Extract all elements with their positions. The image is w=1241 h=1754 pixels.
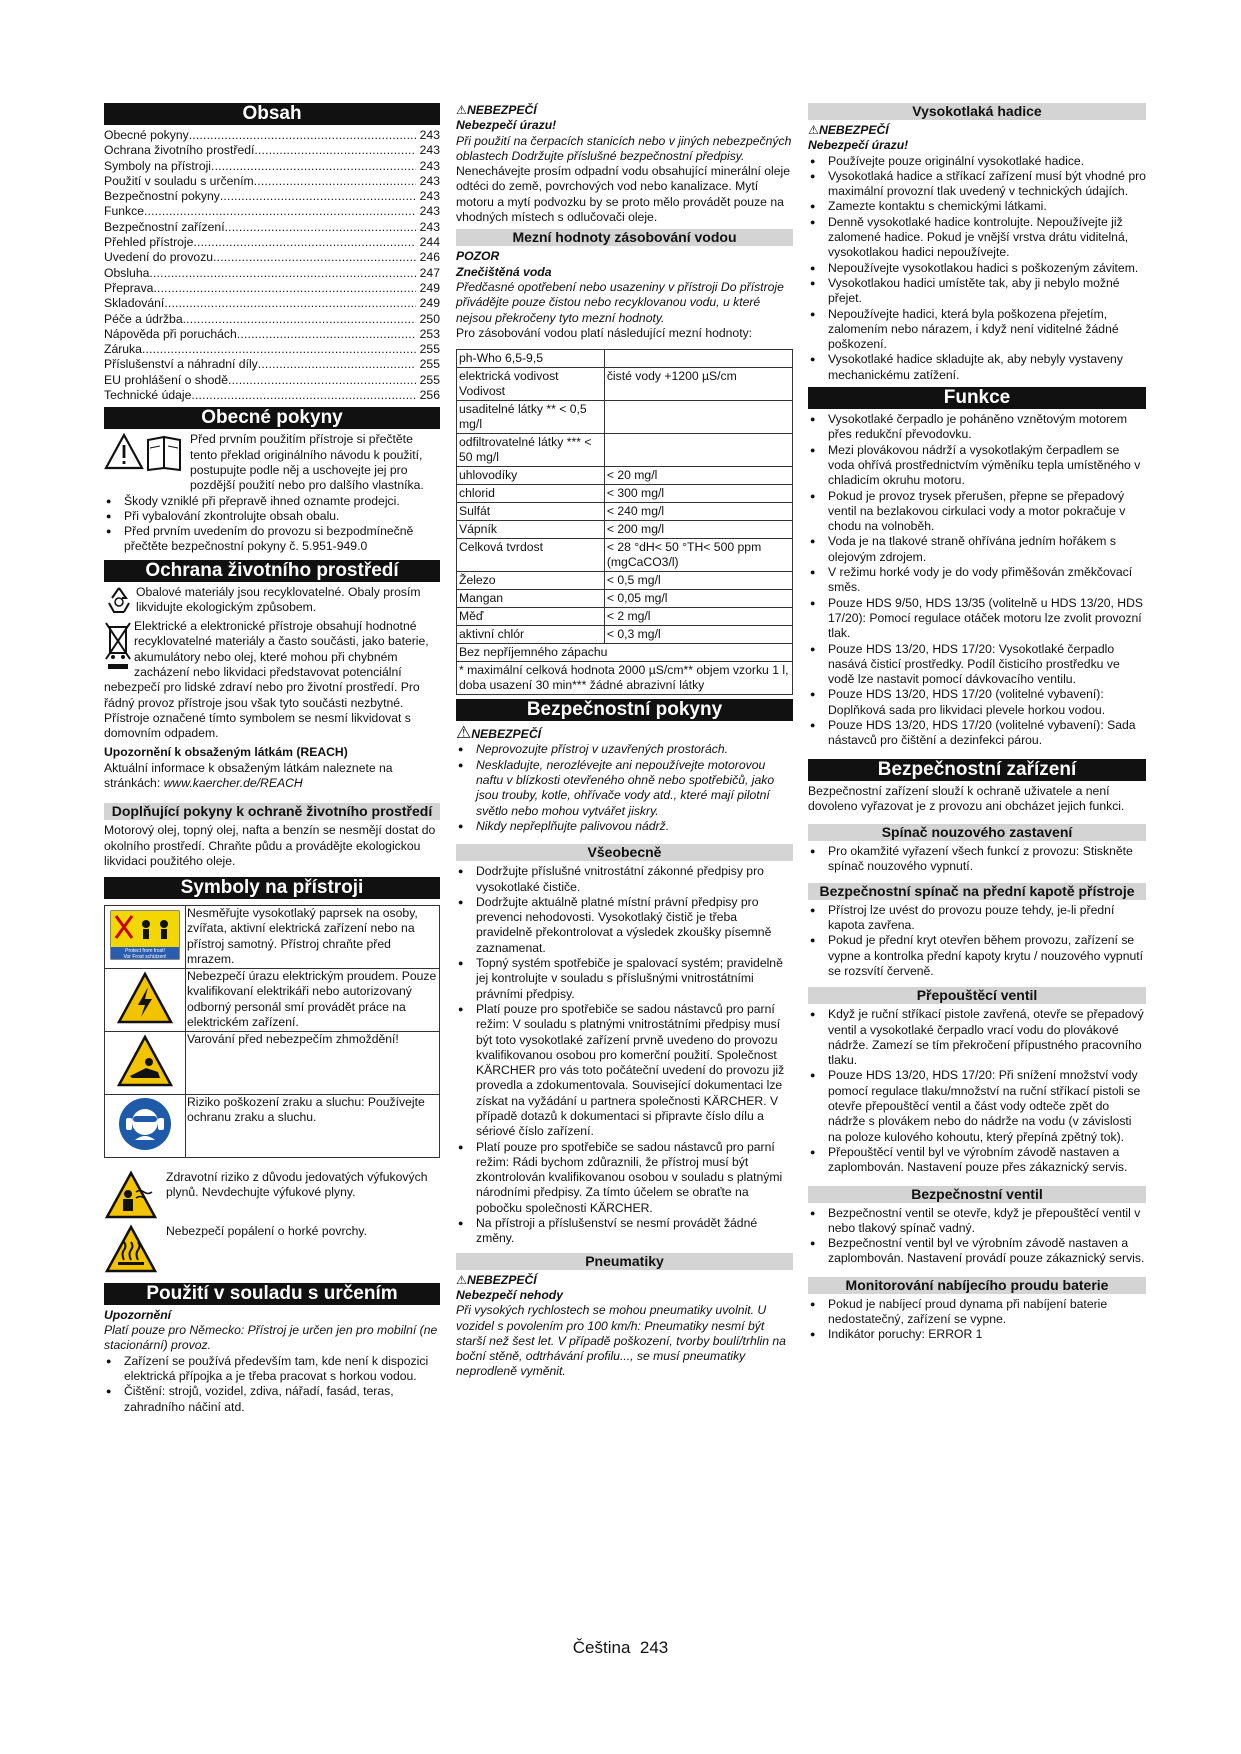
limit-parameter: chlorid	[457, 485, 605, 503]
toc-leader-dots	[149, 266, 415, 281]
reach-heading: Upozornění k obsaženým látkám (REACH)	[104, 745, 348, 760]
toc-entry[interactable]	[104, 296, 440, 311]
danger-label	[456, 103, 793, 118]
toc-entry-page: 243	[419, 128, 440, 142]
reach-paragraph	[104, 761, 440, 792]
toc-entry-title: Skladování	[104, 296, 165, 311]
list-item: ● Nepoužívejte vysokotlakou hadici s poškozeným závitem.	[808, 261, 1146, 276]
toc-entry-title: Obecné pokyny	[104, 128, 189, 142]
table-row	[457, 467, 793, 485]
limit-value	[604, 434, 792, 467]
recycle-block	[104, 585, 440, 619]
reach-text: Aktuální informace k obsaženým látkám naleznete na stránkách:	[104, 760, 393, 790]
page-footer	[0, 1640, 1241, 1655]
environment-sub-text: Motorový olej, topný olej, nafta a benzín se nesmějí dostat do okolního prostředí. Chraňte půdu a provádějte ekologickou likvidaci použitého oleje.	[104, 823, 436, 868]
list-item: ● Když je ruční stříkací pistole zavřená, otevře se přepadový ventil a vysokotlaké čerpadlo vrací vodu do plovákové nádrže. Zamezí se tím překročení přípustného pracovního tlaku.	[808, 1007, 1146, 1068]
limit-value: čisté vody +1200 µS/cm	[604, 368, 792, 401]
list-item: ● Dodržujte aktuálně platné místní právní předpisy pro prevenci nehodovosti. Vysokotlaký čistič je třeba pravidelně překontrolovat a výsledek zkoušky písemně zaznamenat.	[456, 895, 793, 956]
list-item: ● Vysokotlaké čerpadlo je poháněno vznětovým motorem přes redukční převodovku.	[808, 412, 1146, 443]
toc-entry-title: Příslušenství a náhradní díly	[104, 357, 258, 372]
list-item: ● Vysokotlaká hadice a stříkací zařízení musí být vhodné pro maximální provozní tlak uvedený v technických údajích.	[808, 169, 1146, 200]
limit-parameter: usaditelné látky ** < 0,5 mg/l	[457, 401, 605, 434]
list-item: ● Voda je na tlakové straně ohřívána jedním hořákem s olejovým zdrojem.	[808, 534, 1146, 565]
list-item: ● Bezpečnostní ventil se otevře, když je přepouštěcí ventil v nebo tlakový spínač vadný.	[808, 1206, 1146, 1237]
toc-entry-title: Obsluha	[104, 265, 150, 280]
symbol-row	[105, 1095, 440, 1158]
list-item: ● Topný systém spotřebiče je spalovací systém; pravidelně jej kontrolujte v souladu s příslušnými vnitrostátními právními předpisy.	[456, 956, 793, 1002]
table-row	[457, 368, 793, 401]
toxic-fumes-icon	[104, 1170, 166, 1224]
toc-entry-title: Symboly na přístroji	[104, 158, 212, 173]
list-item: ● Pokud je provoz trysek přerušen, přepne se přepadový ventil na bezlakovou cirkulaci vody a motor pokračuje v chodu na volnoběh.	[808, 489, 1146, 535]
label-text-de: Vor Frost schützen!	[123, 954, 167, 961]
hood-switch-heading: Bezpečnostní spínač na přední kapotě přístroje	[808, 883, 1146, 900]
toc-leader-dots	[183, 312, 416, 327]
toc-entry-page: 244	[419, 235, 440, 250]
list-item: ● Denně vysokotlaké hadice kontrolujte. Nepoužívejte již zalomené hadice. Pokud je vnější vrstva drátu viditelná, vysokotlakou hadici nepoužívejte.	[808, 215, 1146, 261]
table-row	[457, 644, 793, 662]
symbol-text: Nesměřujte vysokotlaký paprsek na osoby, zvířata, aktivní elektrická zařízení nebo na přístroj samotný. Přístroj chraňte před mrazem.	[186, 906, 440, 969]
general-intro-text: Před prvním použitím přístroje si přečtěte tento překlad originálního návodu k použití, postupujte podle něj a uschovejte jej pro pozdější použití nebo pro dalšího vlastníka.	[190, 432, 424, 493]
toc-entry[interactable]	[104, 143, 440, 158]
estop-bullets	[808, 844, 1146, 875]
list-item: ● Neskladujte, nerozlévejte ani nepoužívejte motorovou naftu v blízkosti otevřeného ohně nebo spotřebičů, jako jsou trouby, kotle, ohřívače vody atd., které mají pilotní světlo nebo mohou vytvářet jiskry.	[456, 758, 793, 819]
no-spray-label-icon	[105, 906, 186, 969]
symbol-row	[105, 1032, 440, 1095]
eye-ear-protection-icon	[105, 1095, 186, 1158]
safety-valve-bullets	[808, 1206, 1146, 1267]
toc-entry-page: 255	[419, 342, 440, 357]
limit-parameter: aktivní chlór	[457, 626, 605, 644]
toc-entry-title: Bezpečnostní zařízení	[104, 219, 225, 234]
intended-note-text: Platí pouze pro Německo: Přístroj je určen jen pro mobilní (ne stacionární) provoz.	[104, 1323, 438, 1353]
toc-entry-page: 243	[419, 204, 440, 219]
hose-danger-title: Nebezpečí úrazu!	[808, 138, 909, 153]
limit-value	[604, 350, 792, 368]
intended-use-heading: Použití v souladu s určením	[104, 1283, 440, 1305]
toc-entry[interactable]	[104, 373, 440, 388]
hot-surface-icon	[104, 1224, 166, 1278]
general-heading: Obecné pokyny	[104, 407, 440, 429]
table-row	[457, 503, 793, 521]
hot-surface-block	[104, 1224, 440, 1278]
limit-value: < 20 mg/l	[604, 467, 792, 485]
limit-value: < 200 mg/l	[604, 521, 792, 539]
danger1-text: Nenechávejte prosím odpadní vodu obsahující minerální oleje odtéci do země, povrchových vod nebo kanalizace. Mytí motoru a mytí podvozku by se proto mělo provádět pouze na vhodných místech s odlučovači oleje.	[456, 164, 791, 225]
table-row	[457, 401, 793, 434]
list-item: ● Pouze HDS 13/20, HDS 17/20: Při snížení množství vody pomocí regulace tlaku/množství na ruční stříkací pistoli se otevře přepouštěcí ventil a část vody odteče zpět do nádrže s plovákem nebo do nádrže na vodu (v závislosti na poloze kulového kohoutu, který přepíná zpětný tok).	[808, 1068, 1146, 1144]
safety-danger-label	[456, 725, 793, 742]
safety-valve-heading: Bezpečnostní ventil	[808, 1186, 1146, 1203]
hood-switch-bullets	[808, 903, 1146, 979]
function-heading: Funkce	[808, 387, 1146, 409]
intended-bullets	[104, 1354, 440, 1415]
toc-leader-dots	[211, 159, 416, 174]
recycle-text: Obalové materiály jsou recyklovatelné. Obaly prosím likvidujte ekologickým způsobem.	[136, 584, 421, 615]
general-bullets	[104, 494, 440, 555]
toc-leader-dots	[193, 235, 415, 250]
toc-entry[interactable]	[104, 388, 440, 403]
limit-parameter: Celková tvrdost	[457, 539, 605, 572]
toc-leader-dots	[220, 189, 416, 204]
warning-triangle-icon: ⚠	[456, 723, 472, 743]
list-item: ● Zamezte kontaktu s chemickými látkami.	[808, 199, 1146, 214]
caution-title: Znečištěná voda	[456, 264, 552, 279]
hose-danger-label	[808, 123, 1146, 138]
toc-leader-dots	[237, 327, 416, 342]
toc-entry[interactable]	[104, 312, 440, 327]
list-item: ● Nepoužívejte hadici, která byla poškozena přejetím, zalomením nebo nárazem, i když není viditelné žádné poškození.	[808, 307, 1146, 353]
fumes-text: Zdravotní riziko z důvodu jedovatých výfukových plynů. Nevdechujte výfukové plyny.	[166, 1170, 428, 1200]
limit-parameter: ph-Who 6,5-9,5	[457, 350, 605, 368]
hose-bullets	[808, 154, 1146, 383]
toc-entry-page: 249	[419, 280, 440, 295]
warning-triangle-icon: ⚠	[456, 1272, 467, 1287]
limit-value	[604, 401, 792, 434]
fumes-block	[104, 1170, 440, 1224]
limit-parameter: Železo	[457, 572, 605, 590]
hot-surface-text: Nebezpečí popálení o horké povrchy.	[166, 1224, 367, 1239]
list-item: ● Pokud je nabíjecí proud dynama při nabíjení baterie nedostatečný, zařízení se vypne.	[808, 1297, 1146, 1328]
list-item: ● Přepouštěcí ventil byl ve výrobním závodě nastaven a zaplombován. Nastavení pouze přes zákaznický servis.	[808, 1145, 1146, 1176]
limit-parameter: Vápník	[457, 521, 605, 539]
weee-block	[104, 619, 440, 741]
list-item: ● Pouze HDS 13/20, HDS 17/20 (volitelné vybavení): Doplňková sada pro likvidaci plevele horkou vodou.	[808, 687, 1146, 718]
tyres-danger-label	[456, 1273, 793, 1288]
list-item: ● Pouze HDS 9/50, HDS 13/35 (volitelně u HDS 13/20, HDS 17/20): Pomocí regulace otáček motoru lze zvolit provozní tlak.	[808, 596, 1146, 642]
toc-entry-title: Přeprava	[104, 280, 154, 295]
toc-entry[interactable]	[104, 204, 440, 219]
toc-leader-dots	[258, 357, 416, 372]
function-bullets	[808, 412, 1146, 749]
list-item: ● Pouze HDS 13/20, HDS 17/20 (volitelné vybavení): Sada nástavců pro čištění a dezinfekci párou.	[808, 718, 1146, 749]
toc-entry-page: 246	[419, 250, 440, 265]
list-item: ● Před prvním uvedením do provozu si bezpodmínečně přečtěte bezpečnostní pokyny č. 5.951-949.0	[104, 524, 440, 555]
toc-heading: Obsah	[104, 103, 440, 125]
toc-entry-title: Funkce	[104, 204, 144, 219]
list-item: ● Neprovozujte přístroj v uzavřených prostorách.	[456, 742, 793, 757]
toc-entry-page: 253	[419, 326, 440, 341]
caution-label: POZOR	[456, 249, 500, 264]
toc-entry-title: Použití v souladu s určením	[104, 173, 254, 188]
toc-entry-title: Péče a údržba	[104, 311, 183, 326]
toc-leader-dots	[144, 204, 416, 219]
toc-entry-page: 256	[419, 388, 440, 403]
list-item: ● Mezi plovákovou nádrží a vysokotlakým čerpadlem se voda ohřívá prostřednictvím výměníku tepla umístěného v chladicím okruhu motoru.	[808, 443, 1146, 489]
column-1	[104, 103, 440, 1415]
list-item: ● Pokud je přední kryt otevřen během provozu, zařízení se vypne a kontrolka přední kapoty krytu / nouzového vypnutí se rozsvítí červeně.	[808, 933, 1146, 979]
table-row	[457, 662, 793, 695]
general-safety-heading: Všeobecně	[456, 844, 793, 861]
limit-parameter: uhlovodíky	[457, 467, 605, 485]
toc-entry[interactable]	[104, 250, 440, 265]
safety-devices-heading: Bezpečnostní zařízení	[808, 759, 1146, 781]
limit-value: < 240 mg/l	[604, 503, 792, 521]
battery-monitor-bullets	[808, 1297, 1146, 1343]
limit-parameter: Mangan	[457, 590, 605, 608]
toc-entry[interactable]	[104, 220, 440, 235]
limit-parameter: odfiltrovatelné látky *** < 50 mg/l	[457, 434, 605, 467]
hose-heading: Vysokotlaká hadice	[808, 103, 1146, 120]
toc-leader-dots	[164, 296, 415, 311]
toc-leader-dots	[142, 342, 416, 357]
symbols-table	[104, 905, 440, 1158]
toc-entry[interactable]	[104, 266, 440, 281]
label-text-en: Protect from frost!	[125, 948, 165, 955]
list-item: ● Platí pouze pro spotřebiče se sadou nástavců pro parní režim: Rádi bychom zdůraznili, že přístroj musí být zkontrolován kvalifikovanou osobou v souladu s platnými národními předpisy. Za tímto účelem se obraťte na pobočku společnosti KÄRCHER.	[456, 1140, 793, 1216]
toc-entry-page: 250	[419, 311, 440, 326]
warning-triangle-icon: ⚠	[456, 103, 467, 117]
limit-value: < 0,3 mg/l	[604, 626, 792, 644]
list-item: ● V režimu horké vody je do vody přiměšován změkčovací směs.	[808, 565, 1146, 596]
recycle-icon	[104, 585, 136, 619]
estop-heading: Spínač nouzového zastavení	[808, 824, 1146, 841]
general-safety-bullets	[456, 864, 793, 1246]
toc-entry-title: Technické údaje	[104, 388, 192, 403]
list-item: ● Indikátor poruchy: ERROR 1	[808, 1327, 1146, 1342]
list-item: ● Používejte pouze originální vysokotlaké hadice.	[808, 154, 1146, 169]
toc-entry-title: Bezpečnostní pokyny	[104, 189, 220, 204]
toc-entry-page: 247	[419, 265, 440, 280]
limit-value: < 0,05 mg/l	[604, 590, 792, 608]
list-item: ● Nikdy nepřeplňujte palivovou nádrž.	[456, 819, 793, 834]
toc-entry[interactable]	[104, 235, 440, 250]
symbol-row	[105, 906, 440, 969]
tyres-heading: Pneumatiky	[456, 1253, 793, 1270]
danger-label-text: NEBEZPEČÍ	[471, 727, 542, 742]
water-limits-heading: Mezní hodnoty zásobování vodou	[456, 229, 793, 246]
table-row	[457, 521, 793, 539]
list-item: ● Pouze HDS 13/20, HDS 17/20: Vysokotlaké čerpadlo nasává čisticí prostředky. Podíl čisticího prostředku ve vodě lze nastavit pomocí dávkovacího ventilu.	[808, 642, 1146, 688]
warning-triangle-icon: ⚠	[808, 123, 819, 137]
table-row	[457, 626, 793, 644]
footer-language: Čeština	[572, 1638, 631, 1657]
table-row	[457, 485, 793, 503]
overflow-valve-heading: Přepouštěcí ventil	[808, 987, 1146, 1004]
toc-entry[interactable]	[104, 159, 440, 174]
toc-leader-dots	[228, 373, 416, 388]
toc-entry[interactable]	[104, 128, 440, 143]
toc-entry-page: 255	[419, 372, 440, 387]
intended-note-title: Upozornění	[104, 1307, 172, 1322]
safety-heading: Bezpečnostní pokyny	[456, 699, 793, 721]
table-of-contents	[104, 128, 440, 403]
environment-sub-heading: Doplňující pokyny k ochraně životního prostředí	[104, 803, 440, 820]
toc-entry-page: 243	[419, 173, 440, 188]
table-row	[457, 350, 793, 368]
tyres-danger-title: Nebezpečí nehody	[456, 1287, 564, 1302]
toc-entry[interactable]	[104, 281, 440, 296]
battery-monitor-heading: Monitorování nabíjecího proudu baterie	[808, 1277, 1146, 1294]
toc-entry[interactable]	[104, 357, 440, 372]
danger1-title: Nebezpečí úrazu!	[456, 118, 557, 133]
crush-hazard-icon	[105, 1032, 186, 1095]
toc-entry[interactable]	[104, 174, 440, 189]
symbol-text: Nebezpečí úrazu elektrickým proudem. Pouze kvalifikovaní elektrikáři nebo autorizovaný odborný personál smí provádět práce na elektrickém zařízení.	[186, 969, 440, 1032]
symbol-row	[105, 969, 440, 1032]
crossed-bin-icon	[104, 619, 134, 677]
limits-footnote: * maximální celková hodnota 2000 µS/cm** objem vzorku 1 l, doba usazení 30 min*** žádné abrazivní látky	[457, 662, 793, 695]
symbol-text: Riziko poškození zraku a sluchu: Používejte ochranu zraku a sluchu.	[186, 1095, 440, 1158]
caution-text: Předčasné opotřebení nebo usazeniny v přístroji Do přístroje přivádějte pouze čistou nebo recyklovanou vodu, u které nejsou překročeny tyto mezní hodnoty.	[456, 279, 784, 325]
table-row	[457, 539, 793, 572]
toc-leader-dots	[254, 143, 415, 158]
danger1-italic: Při použití na čerpacích stanicích nebo v jiných nebezpečných oblastech Dodržujte příslušné bezpečnostní předpisy.	[456, 133, 792, 163]
limit-value: < 28 °dH< 50 °TH< 500 ppm (mgCaCO3/l)	[604, 539, 792, 572]
table-row	[457, 608, 793, 626]
symbol-text: Varování před nebezpečím zhmoždění!	[186, 1032, 440, 1095]
toc-entry[interactable]	[104, 189, 440, 204]
tyres-text: Při vysokých rychlostech se mohou pneumatiky uvolnit. U vozidel s povolením pro 100 km/h: Pneumatiky nesmí být starší než šest let. V případě poškození, tvorby boulí/trhlin na boční stěně, odtrhávání profilu..., se musí pneumatiky neprodleně vyměnit.	[456, 1303, 786, 1379]
list-item: ● Platí pouze pro spotřebiče se sadou nástavců pro parní režim: V souladu s platnými vnitrostátními předpisy musí být toto vysokotlaké zařízení prvně uvedeno do provozu kvalifikovanou osobou pro komerční použití. Společnost KÄRCHER pro vás toto počáteční uvedení do provozu již provedla a zdokumentovala. Související dokumentaci lze získat na vyžádání u partnera společnosti KÄRCHER. V případě dotazů k dokumentaci si připravte číslo dílu a sériové číslo zařízení.	[456, 1002, 793, 1140]
general-intro-block	[104, 432, 440, 493]
limit-parameter: Měď	[457, 608, 605, 626]
weee-text: Elektrické a elektronické přístroje obsahují hodnotné recyklovatelné materiály a často součásti, jako baterie, akumulátory nebo olej, které mohou při chybném zacházení nebo likvidaci představovat potenciální nebezpečí pro lidské zdraví nebo pro životní prostředí. Pro řádný provoz přístroje jsou však tyto součásti nezbytné. Přístroje označené tímto symbolem se nesmí likvidovat s domovním odpadem.	[104, 619, 429, 741]
toc-leader-dots	[213, 250, 416, 265]
limit-parameter: Sulfát	[457, 503, 605, 521]
overflow-valve-bullets	[808, 1007, 1146, 1175]
list-item: ● Vysokotlaké hadice skladujte ak, aby nebyly vystaveny mechanickému zatížení.	[808, 352, 1146, 383]
safety-devices-text: Bezpečnostní zařízení slouží k ochraně uživatele a není dovoleno vyřazovat je z provozu ani obcházet jejich funkci.	[808, 783, 1125, 813]
toc-leader-dots	[189, 128, 416, 143]
reach-link[interactable]: www.kaercher.de/REACH	[163, 775, 303, 790]
toc-leader-dots	[153, 281, 415, 296]
electric-hazard-icon	[105, 969, 186, 1032]
danger-label-text: NEBEZPEČÍ	[818, 123, 889, 137]
danger-label-text: NEBEZPEČÍ	[466, 1272, 537, 1287]
symbols-heading: Symboly na přístroji	[104, 877, 440, 899]
toc-entry-page: 255	[419, 357, 440, 372]
table-row	[457, 434, 793, 467]
list-item: ● Škody vzniklé při přepravě ihned oznamte prodejci.	[104, 494, 440, 509]
toc-entry-title: Uvedení do provozu	[104, 250, 214, 265]
environment-heading: Ochrana životního prostředí	[104, 560, 440, 582]
toc-entry-title: Záruka	[104, 342, 142, 357]
toc-entry[interactable]	[104, 327, 440, 342]
column-2	[456, 103, 793, 1380]
read-manual-icon	[104, 432, 190, 476]
list-item: ● Přístroj lze uvést do provozu pouze tehdy, je-li přední kapota zavřena.	[808, 903, 1146, 934]
limit-value: < 0,5 mg/l	[604, 572, 792, 590]
list-item: ● Čištění: strojů, vozidel, zdiva, nářadí, fasád, teras, zahradního náčiní atd.	[104, 1384, 440, 1415]
limits-smell: Bez nepříjemného zápachu	[457, 644, 793, 662]
column-3	[808, 103, 1146, 1343]
list-item: ● Při vybalování zkontrolujte obsah obalu.	[104, 509, 440, 524]
limit-value: < 300 mg/l	[604, 485, 792, 503]
toc-entry-title: EU prohlášení o shodě	[104, 372, 228, 387]
toc-entry-page: 243	[419, 189, 440, 204]
toc-entry-page: 243	[419, 219, 440, 234]
list-item: ● Pro okamžité vyřazení všech funkcí z provozu: Stiskněte spínač nouzového vypnutí.	[808, 844, 1146, 875]
toc-entry-page: 249	[419, 296, 440, 311]
list-item: ● Zařízení se používá především tam, kde není k dispozici elektrická přípojka a je třeba pracovat s horkou vodou.	[104, 1354, 440, 1385]
toc-entry-title: Nápověda při poruchách	[104, 326, 237, 341]
toc-leader-dots	[225, 220, 416, 235]
safety-bullets	[456, 742, 793, 834]
limit-value: < 2 mg/l	[604, 608, 792, 626]
toc-leader-dots	[254, 174, 416, 189]
toc-leader-dots	[191, 388, 415, 403]
limit-parameter: elektrická vodivost Vodivost	[457, 368, 605, 401]
toc-entry-title: Ochrana životního prostředí	[104, 143, 255, 158]
list-item: ● Vysokotlakou hadici umístěte tak, aby ji nebylo možné přejet.	[808, 276, 1146, 307]
list-item: ● Na přístroji a příslušenství se nesmí provádět žádné změny.	[456, 1216, 793, 1247]
limits-intro: Pro zásobování vodou platí následující mezní hodnoty:	[456, 325, 753, 340]
list-item: ● Bezpečnostní ventil byl ve výrobním závodě nastaven a zaplombován. Nastavení provádí pouze zákaznický servis.	[808, 1236, 1146, 1267]
list-item: ● Dodržujte příslušné vnitrostátní zákonné předpisy pro vysokotlaké čističe.	[456, 864, 793, 895]
toc-entry-page: 243	[419, 143, 440, 158]
toc-entry-title: Přehled přístroje	[104, 235, 194, 250]
page-number: 243	[639, 1638, 669, 1657]
table-row	[457, 572, 793, 590]
toc-entry[interactable]	[104, 342, 440, 357]
danger-label-text: NEBEZPEČÍ	[466, 103, 537, 117]
table-row	[457, 590, 793, 608]
toc-entry-page: 243	[419, 158, 440, 173]
water-limits-table	[456, 349, 793, 695]
